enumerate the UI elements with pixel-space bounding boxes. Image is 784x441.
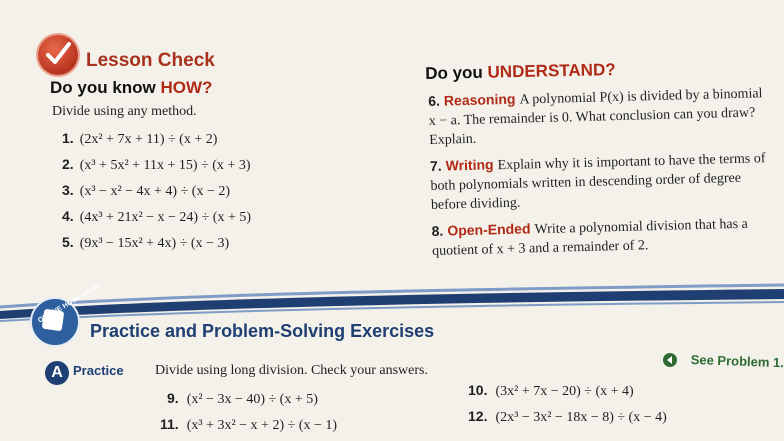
problem-expression: (x² − 3x − 40) ÷ (x + 5): [186, 392, 318, 407]
item-number: 6.: [428, 92, 441, 109]
problem-number: 9.: [167, 390, 179, 406]
item-tag: Writing: [445, 156, 494, 174]
understand-item-7: [430, 148, 771, 215]
how-heading-accent: HOW?: [160, 78, 213, 97]
understand-heading-accent: UNDERSTAND?: [487, 60, 616, 82]
understand-heading: [425, 60, 616, 84]
problem-number: 2.: [62, 156, 74, 172]
problem-expression: (x³ + 5x² + 11x + 15) ÷ (x + 3): [79, 158, 251, 173]
problem-number: 5.: [62, 234, 74, 250]
item-text: Explain why it is important to have the terms of both polynomials written in descending order of degree before dividing.: [430, 151, 766, 213]
arrow-left-icon: [663, 353, 677, 367]
lesson-check-title: Lesson Check: [86, 50, 215, 71]
problem-2: [62, 156, 250, 174]
section-divider: [0, 275, 784, 325]
item-text: Write a polynomial division that has a quotient of x + 3 and a remainder of 2.: [431, 216, 748, 259]
online-homework-badge[interactable]: [30, 282, 103, 347]
problem-1: [62, 130, 217, 148]
problem-number: 12.: [468, 408, 488, 424]
practice-problem-12: [468, 408, 667, 426]
practice-problem-9: [167, 390, 318, 408]
problem-number: 10.: [468, 382, 488, 398]
practice-label: Practice: [73, 363, 124, 378]
problem-expression: (9x³ − 15x² + 4x) ÷ (x − 3): [79, 236, 230, 251]
checkmark-icon: [38, 35, 78, 75]
problem-4: [62, 208, 251, 226]
problem-expression: (4x³ + 21x² − x − 24) ÷ (x + 5): [79, 210, 251, 225]
understand-item-8: [431, 213, 772, 261]
problem-5: [62, 234, 229, 252]
problem-number: 1.: [62, 130, 74, 146]
item-tag: Open-Ended: [447, 220, 531, 239]
how-instruction: Divide using any method.: [52, 104, 197, 119]
problem-number: 3.: [62, 182, 74, 198]
online-badge-text: ONLINE HOMEWORK: [37, 282, 103, 325]
how-heading-prefix: Do you know: [50, 78, 161, 97]
understand-heading-prefix: Do you: [425, 62, 488, 83]
understand-items: [428, 83, 772, 268]
item-text: A polynomial P(x) is divided by a binomial x − a. The remainder is 0. What conclusion can you draw? Explain.: [428, 86, 763, 148]
problem-expression: (2x² + 7x + 11) ÷ (x + 2): [79, 132, 218, 147]
problem-number: 11.: [160, 416, 179, 432]
problem-expression: (2x³ − 3x² − 18x − 8) ÷ (x − 4): [495, 410, 667, 425]
item-tag: Reasoning: [443, 90, 516, 109]
problem-expression: (x³ + 3x² − x + 2) ÷ (x − 1): [186, 418, 338, 433]
item-number: 8.: [431, 222, 444, 239]
practice-problem-11: [160, 416, 337, 434]
see-problem-link[interactable]: See Problem 1.: [690, 352, 784, 371]
level-a-badge: A: [45, 361, 69, 385]
how-heading: [50, 78, 212, 98]
practice-problem-10: [468, 382, 634, 400]
practice-instruction: Divide using long division. Check your answers.: [155, 363, 428, 378]
practice-section-title: Practice and Problem-Solving Exercises: [90, 321, 435, 341]
problem-expression: (3x² + 7x − 20) ÷ (x + 4): [495, 384, 634, 399]
understand-item-6: [428, 83, 769, 150]
problem-expression: (x³ − x² − 4x + 4) ÷ (x − 2): [79, 184, 230, 199]
item-number: 7.: [429, 157, 442, 174]
problem-3: [62, 182, 230, 200]
problem-number: 4.: [62, 208, 74, 224]
